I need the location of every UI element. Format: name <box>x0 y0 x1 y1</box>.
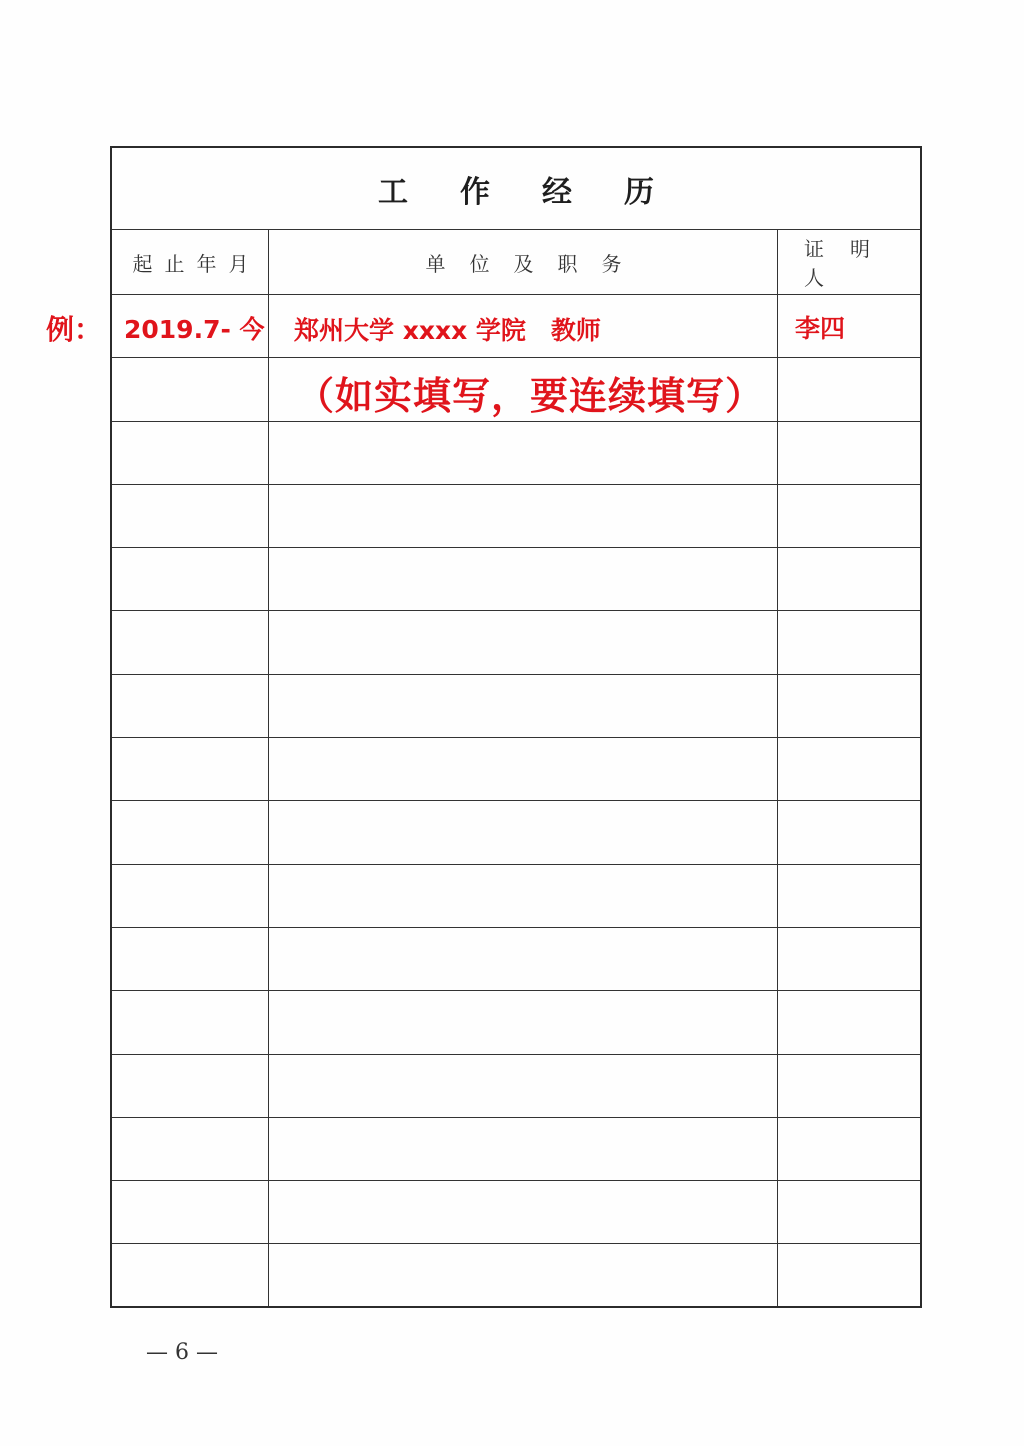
table-title-row <box>112 148 920 230</box>
table-row[interactable] <box>112 738 920 801</box>
example-date: 2019.7- 今 <box>124 315 265 344</box>
table-title: 工作经历 <box>378 174 706 210</box>
table-row[interactable] <box>112 612 920 675</box>
table-row[interactable] <box>112 1055 920 1118</box>
table-row[interactable] <box>112 422 920 485</box>
table-row[interactable] <box>112 801 920 864</box>
table-row[interactable] <box>112 1181 920 1244</box>
example-unit-position: 郑州大学 xxxx 学院 教师 <box>294 316 601 345</box>
page-number: — 6 — <box>146 1340 218 1365</box>
table-row[interactable] <box>112 991 920 1054</box>
header-unit-position: 单位及职务 <box>425 251 646 276</box>
example-label: 例： <box>46 313 103 346</box>
table-row[interactable] <box>112 675 920 738</box>
table-row[interactable] <box>112 485 920 548</box>
column-header-row <box>112 230 920 295</box>
fill-instruction-note: （如实填写，要连续填写） <box>296 374 765 418</box>
table-row[interactable] <box>112 1245 920 1308</box>
table-row[interactable] <box>112 1118 920 1181</box>
table-row[interactable] <box>112 865 920 928</box>
example-witness: 李四 <box>795 314 846 343</box>
table-row[interactable] <box>112 548 920 611</box>
table-rows <box>112 295 920 1306</box>
table-row[interactable] <box>112 928 920 991</box>
header-date: 起止年月 <box>132 251 261 276</box>
header-witness: 证明人 <box>804 237 896 290</box>
